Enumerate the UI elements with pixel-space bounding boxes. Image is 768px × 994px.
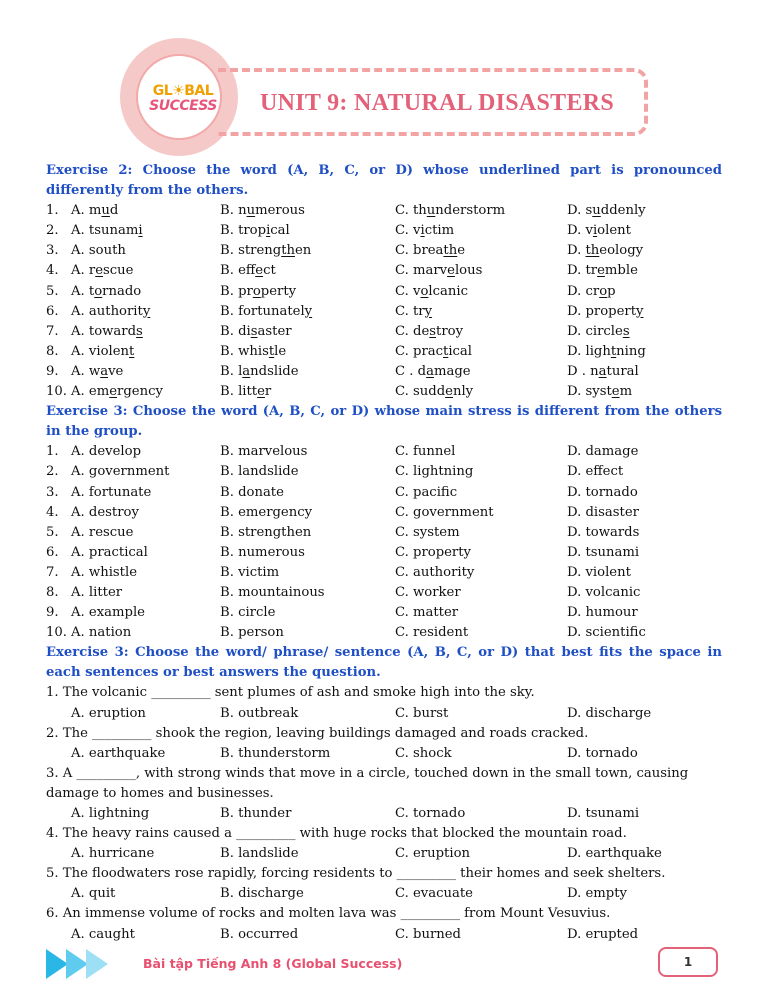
answer-option: C. burned — [395, 926, 461, 942]
underlined-part: t — [268, 343, 275, 359]
underlined-part: t — [129, 343, 135, 359]
answer-option: A. authority — [71, 303, 151, 319]
underlined-part: th — [281, 243, 295, 259]
answer-option: C. resident — [395, 625, 469, 641]
options-row — [46, 804, 722, 824]
answer-option: D. tremble — [567, 263, 638, 279]
underlined-part: t — [443, 343, 449, 359]
answer-option: B. tropical — [220, 223, 290, 239]
answer-option: A. towards — [71, 323, 143, 339]
question-row — [46, 603, 722, 623]
underlined-part: o — [420, 283, 429, 299]
options-row — [46, 704, 722, 724]
answer-option: A. litter — [71, 584, 123, 600]
answer-option: C. breathe — [395, 243, 466, 259]
underlined-part: i — [420, 223, 425, 239]
answer-option: C. shock — [395, 745, 452, 761]
answer-option: D. tornado — [567, 745, 638, 761]
question-number: 2. — [46, 464, 59, 480]
answer-option: A. south — [71, 243, 126, 259]
answer-option: A. quit — [71, 886, 116, 902]
answer-option: B. mountainous — [220, 584, 325, 600]
question-row — [46, 483, 722, 503]
answer-option: B. numerous — [220, 203, 305, 219]
answer-option: D. lightning — [567, 343, 646, 359]
underlined-part: a — [242, 363, 251, 379]
question-number: 9. — [46, 605, 59, 621]
underlined-part: a — [100, 363, 109, 379]
options-row — [46, 844, 722, 864]
question-number: 7. — [46, 564, 59, 580]
question-number: 9. — [46, 363, 59, 379]
answer-option: D. circles — [567, 323, 630, 339]
answer-option: B. strengthen — [220, 524, 312, 540]
answer-option: A. tsunami — [71, 223, 143, 239]
question-row — [46, 583, 722, 603]
question-number: 1. — [46, 203, 59, 219]
underlined-part: t — [610, 343, 617, 359]
logo-text — [148, 84, 218, 114]
answer-option: A. tornado — [71, 283, 142, 299]
answer-option: D. crop — [567, 283, 616, 299]
question-row — [46, 623, 722, 643]
answer-option: D. discharge — [567, 705, 652, 721]
exercise-3-stress-list — [46, 442, 722, 643]
exercise-2-title: Exercise 2: Choose the word (A, B, C, or D) whose underlined part is pronounced differently from the others. — [46, 163, 722, 199]
answer-option: C. victim — [395, 223, 455, 239]
question-number: 2. — [46, 223, 59, 239]
footer-book-title: Bài tập Tiếng Anh 8 (Global Success) — [143, 956, 403, 971]
answer-option: B. thunderstorm — [220, 745, 331, 761]
question-row — [46, 201, 722, 221]
answer-option: C. eruption — [395, 846, 470, 862]
answer-option: B. fortunately — [220, 303, 313, 319]
answer-option: D. tsunami — [567, 806, 640, 821]
underlined-part: o — [94, 283, 103, 299]
answer-option: D. property — [567, 303, 644, 319]
question-number: 10. — [46, 384, 67, 400]
question-stem: 1. The volcanic _________ sent plumes of ash and smoke high into the sky. — [46, 685, 535, 701]
logo-line-2: SUCCESS — [149, 98, 217, 114]
question-row — [46, 362, 722, 382]
answer-option: D. system — [567, 384, 633, 400]
answer-option: D. damage — [567, 444, 639, 460]
answer-option: C. worker — [395, 584, 461, 600]
question-number: 5. — [46, 283, 59, 299]
answer-option: A. example — [71, 605, 145, 621]
answer-option: C. system — [395, 524, 460, 540]
logo-badge — [136, 54, 222, 140]
answer-option: D. tsunami — [567, 544, 640, 560]
answer-option: D. erupted — [567, 926, 639, 942]
answer-option: B. landslide — [220, 846, 299, 862]
answer-option: A. lightning — [71, 806, 150, 821]
answer-option: A. caught — [71, 926, 135, 942]
question-row — [46, 221, 722, 241]
question-stem: 2. The _________ shook the region, leaving buildings damaged and roads cracked. — [46, 725, 589, 741]
exercise-2-list — [46, 201, 722, 402]
answer-option: B. whistle — [220, 343, 287, 359]
answer-option: A. eruption — [71, 705, 146, 721]
answer-option: D. theology — [567, 243, 644, 259]
question-row — [46, 543, 722, 563]
question-row — [46, 282, 722, 302]
answer-option: D. violent — [567, 223, 631, 239]
underlined-part: u — [101, 203, 110, 219]
underlined-part: th — [443, 243, 458, 259]
underlined-part: e — [109, 384, 118, 400]
underlined-part: e — [611, 384, 620, 400]
answer-option: D. effect — [567, 464, 624, 480]
question-number: 10. — [46, 625, 67, 641]
underlined-part: e — [445, 384, 453, 400]
answer-option: C. volcanic — [395, 283, 468, 299]
underlined-part: y — [142, 303, 151, 319]
answer-option: D. empty — [567, 886, 627, 902]
question-stem: 3. A _________, with strong winds that move in a circle, touched down in the small town, causing damage to homes and businesses. — [46, 765, 689, 801]
answer-option: C. authority — [395, 564, 475, 580]
underlined-part: s — [250, 323, 258, 339]
answer-option: A. fortunate — [71, 484, 152, 500]
question-number: 5. — [46, 524, 59, 540]
answer-option: A. rescue — [71, 524, 134, 540]
answer-option: B. litter — [220, 384, 272, 400]
underlined-part: u — [426, 203, 436, 219]
answer-option: B. landslide — [220, 363, 299, 379]
underlined-part: u — [246, 203, 256, 219]
answer-option: D. volcanic — [567, 584, 641, 600]
underlined-part: i — [592, 223, 598, 239]
unit-title: UNIT 9: NATURAL DISASTERS — [260, 90, 615, 116]
answer-option: A. earthquake — [71, 745, 166, 761]
answer-option: C. try — [395, 303, 433, 319]
answer-option: D. violent — [567, 564, 631, 580]
exercise-3-gapfill-list — [46, 683, 722, 944]
answer-option: D . natural — [567, 363, 639, 379]
answer-option: D. towards — [567, 524, 640, 540]
logo-line-1: GL☀BAL — [152, 83, 214, 99]
underlined-part: a — [598, 363, 607, 379]
chevron-arrow-icon — [66, 949, 88, 979]
underlined-part: e — [95, 263, 104, 279]
underlined-part: s — [429, 323, 437, 339]
answer-option: A. government — [71, 464, 170, 480]
answer-option: B. numerous — [220, 544, 305, 560]
underlined-part: o — [599, 283, 608, 299]
answer-option: A. nation — [71, 625, 132, 641]
answer-option: C. thunderstorm — [395, 203, 506, 219]
underlined-part: a — [426, 363, 434, 379]
answer-option: C. destroy — [395, 323, 464, 339]
answer-option: A. emergency — [71, 384, 163, 400]
answer-option: B. strengthen — [220, 243, 312, 259]
answer-option: C. evacuate — [395, 886, 473, 902]
answer-option: B. landslide — [220, 464, 299, 480]
underlined-part: s — [622, 323, 630, 339]
answer-option: C. lightning — [395, 464, 474, 480]
question-stem: 5. The floodwaters rose rapidly, forcing residents to _________ their homes and seek shelters. — [46, 866, 666, 882]
answer-option: C. property — [395, 544, 471, 560]
question-row — [46, 302, 722, 322]
answer-option: A. develop — [71, 444, 142, 460]
answer-option: A. practical — [71, 544, 148, 560]
underlined-part: y — [424, 303, 433, 319]
answer-option: D. humour — [567, 605, 638, 621]
answer-option: C. practical — [395, 343, 472, 359]
underlined-part: u — [592, 203, 601, 219]
answer-option: C . damage — [395, 363, 471, 379]
answer-option: B. property — [220, 283, 297, 299]
answer-option: A. violent — [71, 343, 135, 359]
question-row — [46, 503, 722, 523]
question-number: 8. — [46, 343, 59, 359]
answer-option: C. government — [395, 504, 494, 520]
question-row — [46, 342, 722, 362]
answer-option: C. burst — [395, 705, 449, 721]
answer-option: D. suddenly — [567, 203, 646, 219]
answer-option: C. marvelous — [395, 263, 483, 279]
answer-option: A. whistle — [71, 564, 137, 580]
answer-option: B. person — [220, 625, 284, 641]
underlined-part: e — [255, 263, 264, 279]
answer-option: A. rescue — [71, 263, 134, 279]
chevron-arrow-icon — [86, 949, 108, 979]
question-row — [46, 322, 722, 342]
question-number: 4. — [46, 504, 59, 520]
underlined-part: o — [252, 283, 261, 299]
underlined-part: y — [304, 303, 313, 319]
question-row — [46, 563, 722, 583]
options-row — [46, 884, 722, 904]
answer-option: A. wave — [71, 363, 124, 379]
chevron-arrow-icon — [46, 949, 68, 979]
answer-option: C. pacific — [395, 484, 458, 500]
question-stem: 4. The heavy rains caused a _________ with huge rocks that blocked the mountain road. — [46, 826, 627, 842]
answer-option: B. effect — [220, 263, 276, 279]
page-number: 1 — [658, 947, 718, 977]
question-number: 6. — [46, 544, 59, 560]
answer-option: A. mud — [71, 203, 119, 219]
question-row — [46, 442, 722, 462]
underlined-part: th — [585, 243, 600, 259]
underlined-part: e — [257, 384, 265, 400]
options-row — [46, 925, 722, 945]
question-number: 3. — [46, 484, 59, 500]
answer-option: D. earthquake — [567, 846, 662, 862]
underlined-part: i — [266, 223, 271, 239]
answer-option: C. funnel — [395, 444, 456, 460]
options-row — [46, 744, 722, 764]
question-number: 7. — [46, 323, 59, 339]
answer-option: B. outbreak — [220, 705, 299, 721]
underlined-part: s — [136, 323, 143, 339]
question-row — [46, 241, 722, 261]
answer-option: B. donate — [220, 484, 284, 500]
answer-option: C. suddenly — [395, 384, 474, 400]
answer-option: D. disaster — [567, 504, 639, 520]
exercise-3-gapfill-title: Exercise 3: Choose the word/ phrase/ sentence (A, B, C, or D) that best fits the space in each sentences or best answers the question. — [46, 645, 722, 681]
answer-option: B. thunder — [220, 806, 292, 821]
question-number: 1. — [46, 444, 59, 460]
question-row — [46, 382, 722, 402]
answer-option: B. discharge — [220, 886, 304, 902]
answer-option: B. circle — [220, 605, 276, 621]
answer-option: B. disaster — [220, 323, 292, 339]
answer-option: B. marvelous — [220, 444, 308, 460]
underlined-part: e — [597, 263, 605, 279]
question-number: 3. — [46, 243, 59, 259]
page-header — [120, 38, 660, 148]
answer-option: D. scientific — [567, 625, 646, 641]
question-number: 8. — [46, 584, 59, 600]
underlined-part: i — [138, 223, 143, 239]
question-stem: 6. An immense volume of rocks and molten lava was _________ from Mount Vesuvius. — [46, 906, 611, 922]
underlined-part: e — [447, 263, 455, 279]
page-footer — [0, 945, 768, 985]
answer-option: A. hurricane — [71, 846, 155, 862]
answer-option: D. tornado — [567, 484, 638, 500]
question-number: 6. — [46, 303, 59, 319]
question-row — [46, 261, 722, 281]
answer-option: C. matter — [395, 605, 459, 621]
answer-option: C. tornado — [395, 806, 466, 821]
question-row — [46, 462, 722, 482]
worksheet-content — [46, 161, 722, 945]
answer-option: B. victim — [220, 564, 280, 580]
exercise-3-stress-title: Exercise 3: Choose the word (A, B, C, or D) whose main stress is different from the others in the group. — [46, 404, 722, 440]
answer-option: A. destroy — [71, 504, 139, 520]
question-number: 4. — [46, 263, 59, 279]
answer-option: B. occurred — [220, 926, 299, 942]
underlined-part: y — [636, 303, 644, 319]
question-row — [46, 523, 722, 543]
answer-option: B. emergency — [220, 504, 313, 520]
